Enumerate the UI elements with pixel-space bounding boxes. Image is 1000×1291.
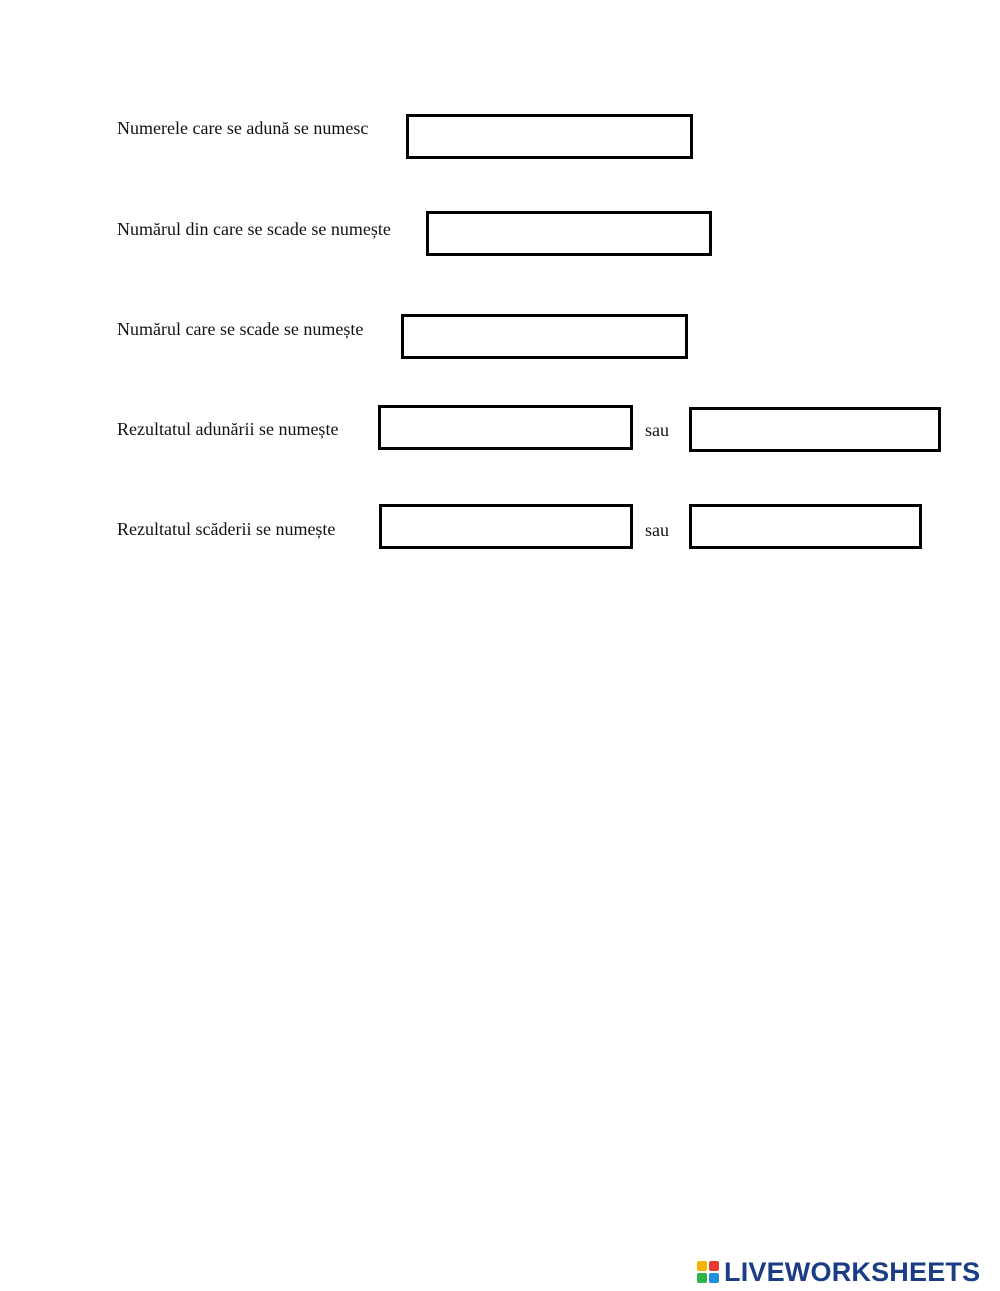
liveworksheets-logo-text: LIVEWORKSHEETS <box>724 1257 981 1287</box>
question-label-2: Numărul din care se scade se numește <box>117 219 391 239</box>
logo-block-1 <box>697 1261 707 1271</box>
liveworksheets-logo <box>697 1258 980 1286</box>
logo-block-4 <box>709 1273 719 1283</box>
liveworksheets-logo-icon <box>697 1261 719 1283</box>
question-label-5: Rezultatul scăderii se numește <box>117 519 336 539</box>
question-label-4: Rezultatul adunării se numește <box>117 419 339 439</box>
separator-sau-5: sau <box>645 520 669 540</box>
answer-input-1[interactable] <box>406 114 693 159</box>
answer-input-4a[interactable] <box>378 405 633 450</box>
logo-block-3 <box>697 1273 707 1283</box>
logo-block-2 <box>709 1261 719 1271</box>
question-label-3: Numărul care se scade se numește <box>117 319 364 339</box>
answer-input-5a[interactable] <box>379 504 633 549</box>
answer-input-5b[interactable] <box>689 504 922 549</box>
question-label-1: Numerele care se adună se numesc <box>117 118 369 138</box>
answer-input-2[interactable] <box>426 211 712 256</box>
separator-sau-4: sau <box>645 420 669 440</box>
answer-input-3[interactable] <box>401 314 688 359</box>
answer-input-4b[interactable] <box>689 407 941 452</box>
